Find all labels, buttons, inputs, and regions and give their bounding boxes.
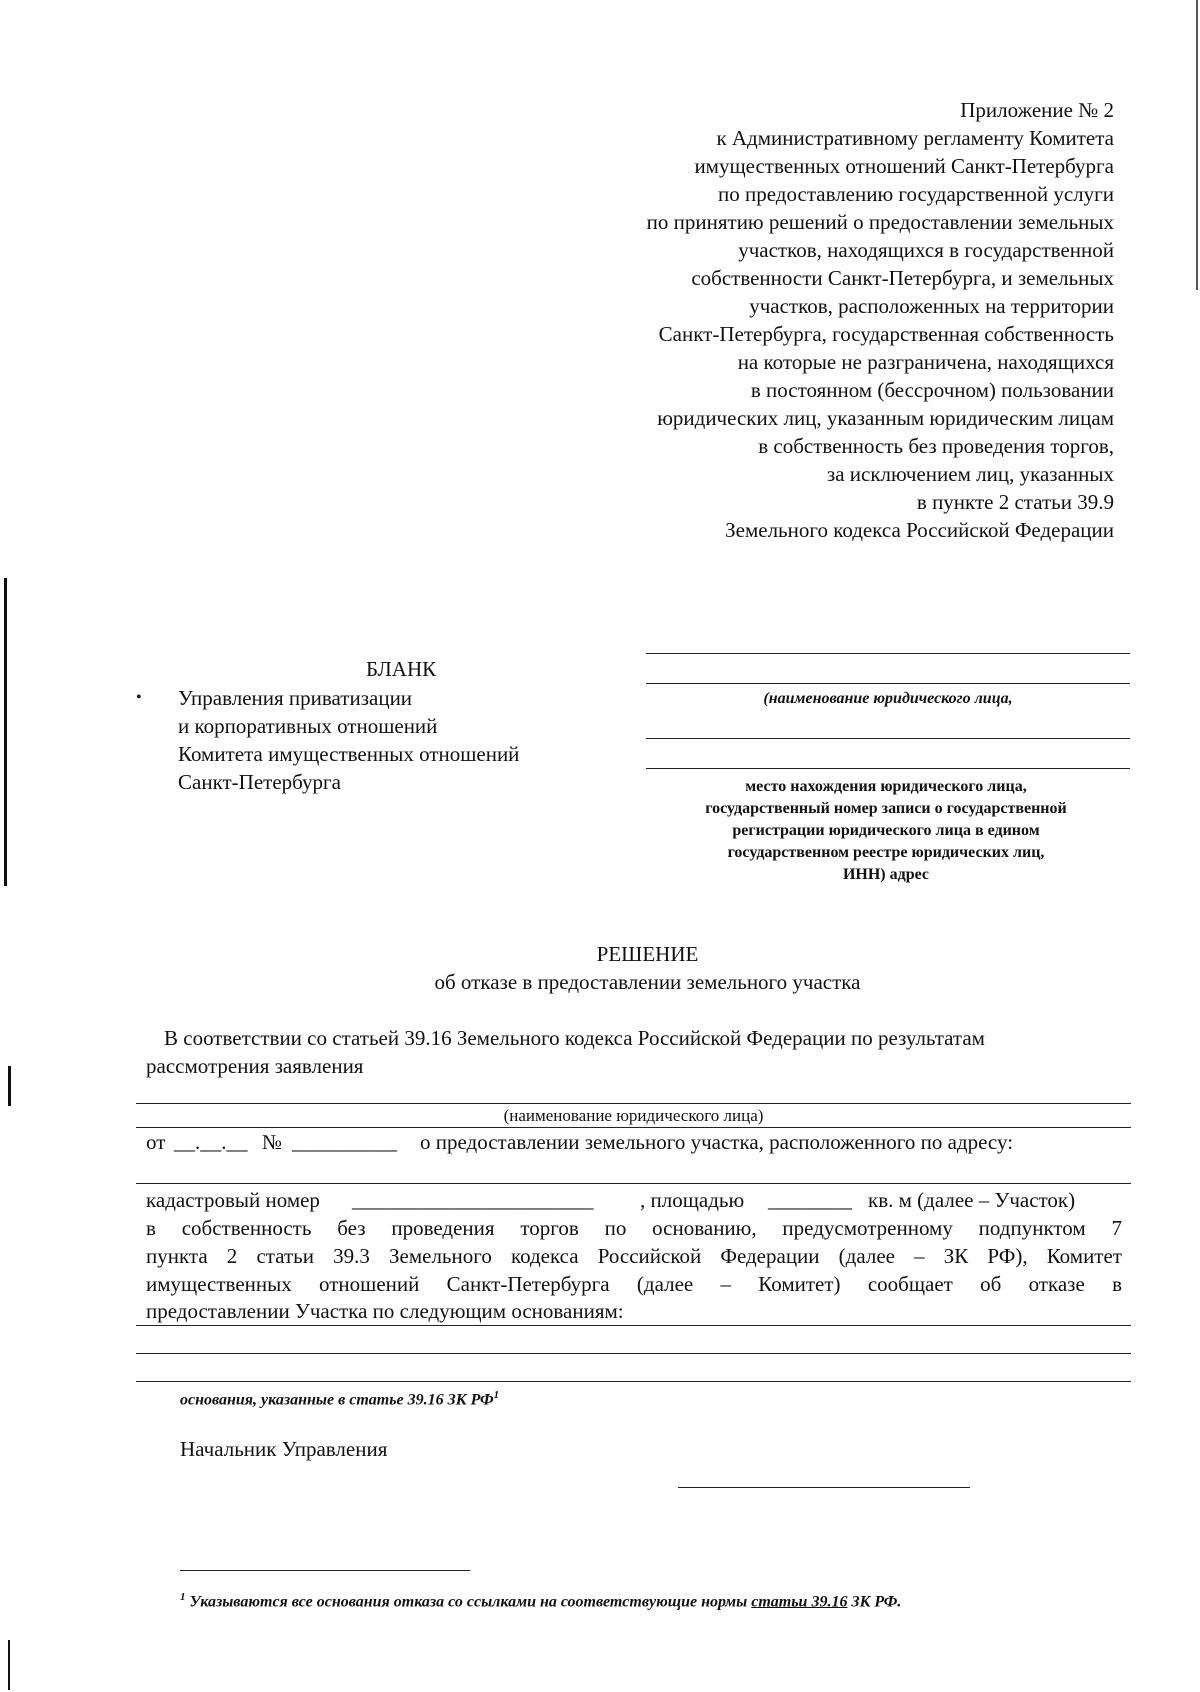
appendix-line: за исключением лиц, указанных [826, 462, 1114, 486]
scan-mark [4, 578, 7, 886]
signature-line[interactable] [678, 1487, 970, 1488]
cadastral-field[interactable]: _______________________ [352, 1188, 594, 1212]
signature-title: Начальник Управления [180, 1437, 388, 1461]
appendix-line: собственности Санкт-Петербурга, и земельных [691, 266, 1114, 290]
number-field[interactable]: __________ [292, 1130, 397, 1154]
blank-title: БЛАНК [366, 657, 437, 681]
intro-line: рассмотрения заявления [146, 1054, 364, 1078]
grounds-caption [180, 1384, 499, 1411]
decision-subtitle: об отказе в предоставлении земельного участка [434, 970, 861, 994]
footnote-link[interactable]: статьи 39.16 [751, 1593, 848, 1611]
bullet-mark: • [136, 689, 142, 706]
from-label: от [146, 1130, 166, 1154]
body-paragraph-line: предоставлении Участка по следующим основаниям: [146, 1299, 624, 1323]
applicant-note [646, 776, 1126, 886]
applicant-note-line: государственный номер записи о государственной [705, 800, 1067, 817]
footnote [180, 1586, 901, 1613]
scan-mark [1196, 0, 1198, 290]
blank-line: Управления приватизации [178, 686, 413, 710]
area-rest: кв. м (далее – Участок) [868, 1188, 1076, 1212]
applicant-note-line: место нахождения юридического лица, [745, 778, 1027, 795]
appendix-line: участков, находящихся в государственной [738, 238, 1114, 262]
blank-line: Комитета имущественных отношений [178, 742, 520, 766]
appendix-line: по предоставлению государственной услуги [718, 182, 1114, 206]
grounds-line[interactable] [136, 1325, 1131, 1326]
blank-line: и корпоративных отношений [178, 714, 438, 738]
appendix-line: в постоянном (бессрочном) пользовании [750, 378, 1114, 402]
applicant-name-line[interactable] [646, 683, 1130, 684]
footnote-text-end: ЗК РФ. [851, 1593, 902, 1611]
grounds-line[interactable] [136, 1381, 1131, 1382]
appendix-line: к Административному регламенту Комитета [716, 126, 1114, 150]
grounds-line[interactable] [136, 1353, 1131, 1354]
appendix-line: Санкт-Петербурга, государственная собственность [658, 322, 1114, 346]
applicant-name-field-line[interactable] [136, 1103, 1131, 1104]
appendix-line: по принятию решений о предоставлении земельных [646, 210, 1114, 234]
area-label: , площадью [640, 1188, 745, 1212]
date-field[interactable]: __.__.__ [174, 1130, 248, 1154]
appendix-line: участков, расположенных на территории [749, 294, 1114, 318]
appendix-line: имущественных отношений Санкт-Петербурга [694, 154, 1114, 178]
intro-line: В соответствии со статьей 39.16 Земельного кодекса Российской Федерации по результатам [164, 1026, 985, 1050]
footnote-separator [180, 1570, 470, 1571]
decision-title: РЕШЕНИЕ [596, 942, 699, 966]
number-label: № [262, 1130, 283, 1154]
grounds-caption-text: основания, указанные в статье 39.16 ЗК РФ [180, 1391, 494, 1409]
body-paragraph-line: имущественных отношений Санкт-Петербурга (далее – Комитет) сообщает об отказе в [146, 1272, 1122, 1296]
footnote-mark: 1 [180, 1591, 186, 1603]
body-paragraph-line: в собственность без проведения торгов по основанию, предусмотренному подпунктом 7 [146, 1216, 1122, 1240]
scan-mark [8, 1066, 11, 1106]
area-field[interactable]: ________ [768, 1188, 852, 1212]
blank-line: Санкт-Петербурга [178, 770, 341, 794]
applicant-address-line[interactable] [646, 738, 1130, 739]
applicant-note-line: регистрации юридического лица в едином [732, 822, 1040, 839]
appendix-header [514, 96, 1114, 544]
appendix-line: в собственность без проведения торгов, [758, 434, 1114, 458]
appendix-line: Земельного кодекса Российской Федерации [725, 518, 1114, 542]
from-rest: о предоставлении земельного участка, расположенного по адресу: [420, 1130, 1014, 1154]
scan-mark [8, 1640, 10, 1690]
applicant-name-line[interactable] [646, 653, 1130, 654]
applicant-note-line: ИНН) адрес [842, 866, 930, 883]
appendix-line: в пункте 2 статьи 39.9 [916, 490, 1114, 514]
appendix-line: Приложение № 2 [960, 98, 1114, 122]
applicant-name-field-caption: (наименование юридического лица) [503, 1106, 764, 1125]
applicant-note-line: государственном реестре юридических лиц, [727, 844, 1045, 861]
appendix-line: юридических лиц, указанным юридическим лицам [657, 406, 1114, 430]
appendix-line: на которые не разграничена, находящихся [737, 350, 1114, 374]
cadastral-label: кадастровый номер [146, 1188, 320, 1212]
footnote-text: Указываются все основания отказа со ссылками на соответствующие нормы [189, 1593, 748, 1611]
applicant-address-line[interactable] [646, 768, 1130, 769]
footnote-ref[interactable]: 1 [493, 1389, 500, 1401]
address-field-line[interactable] [136, 1183, 1131, 1184]
applicant-name-caption: (наименование юридического лица, [763, 690, 1013, 707]
body-paragraph-line: пункта 2 статьи 39.3 Земельного кодекса Российской Федерации (далее – ЗК РФ), Комитет [146, 1244, 1122, 1268]
